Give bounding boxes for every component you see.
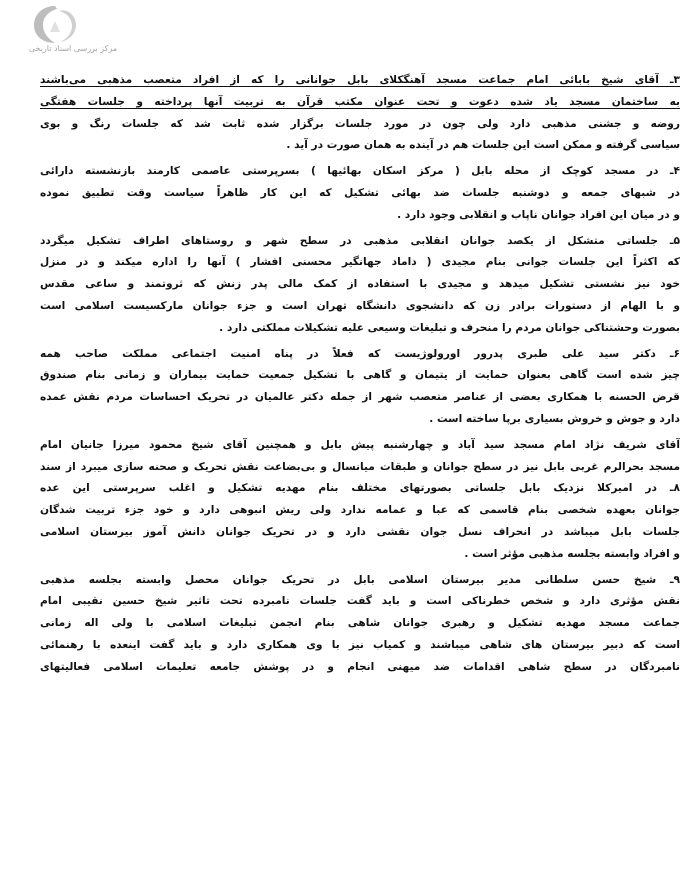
- document-line: آقای شریف نژاد امام مسجد سید آباد و چهارشنبه پیش بابل و همچنین آقای شیخ محمود میرزا جانیان امام: [40, 438, 680, 451]
- archive-logo-icon: [30, 2, 80, 46]
- document-line: در شبهای جمعه و دوشنبه جلسات ضد بهائی تشکیل که این کار ظاهراً سیاست وقت تطبیق نموده: [40, 186, 680, 199]
- document-line: جماعت مسجد مهدیه تشکیل و رهبری جوانان شاهی بنام انجمن تبلیغات اسلامی با ولی اله زمانی: [40, 617, 680, 630]
- document-line: به ساختمان مسجد یاد شده دعوت و تحت عنوان مکتب قرآن به تربیت آنها پرداخته و جلسات هفتگی: [40, 95, 680, 108]
- document-line: دارد و جوش و خروش بسیاری برپا ساخته است .: [429, 412, 680, 425]
- document-line: ۵ـ جلساتی متشکل از یکصد جوانان انقلابی مذهبی در سطح شهر و روستاهای اطراف تشکیل میگردد: [40, 234, 680, 247]
- document-line: جلسات بابل میباشد در انحراف نسل جوان نقشی دارد و در تحریک جوانان دانش آموز بیرستان اسلامی: [40, 525, 680, 538]
- document-line: ۴ـ در مسجد کوچک از محله بابل ( مرکز اسکان بهائیها ) بسرپرستی عاصمی کارمند بازنشسته دارائی: [40, 165, 680, 178]
- document-line: روضه و جشنی مذهبی دارد ولی چون در مورد جلسات برگزار شده ثابت شد که جلسات رنگ و بوی: [40, 117, 680, 130]
- document-line: جوانان بعهده شخصی بنام قاسمی که عبا و عمامه ندارد ولی ریش انبوهی دارد و خود جزء تربیت شدگان: [40, 504, 680, 517]
- watermark-text: مرکز بررسی اسناد تاریخی: [28, 44, 118, 53]
- document-line: و افراد وابسته بجلسه مذهبی مؤثر است .: [464, 547, 680, 560]
- document-line: ۶ـ دکتر سید علی طبری پدرور اورولوژیست که فعلاً در پناه امنیت اجتماعی مملکت صاحب همه: [40, 347, 680, 360]
- document-line: نامبردگان در سطح شاهی اقدامات ضد میهنی انجام و در پوشش جامعه تعلیمات اسلامی فعالیتهای: [40, 660, 680, 673]
- document-line: مسجد بحرالرم غربی بابل نیز در سطح جوانان و طبقات میانسال و بی‌بضاعت نقش تحریک و صحنه سازی میبرد از سند: [40, 460, 680, 473]
- document-line: نقش مؤثری دارد و شخص خطرناکی است و باید گفت جلسات نامبرده تحت تاثیر شیخ حسین نقیبی امام: [40, 595, 680, 608]
- document-line: قرض الحسنه با همکاری بعضی از عناصر متعصب شهر از جمله دکتر عالمیان در تحریک احساسات مردم نقش عمده: [40, 391, 680, 404]
- document-line: ۸ـ در امیرکلا نزدیک بابل جلساتی بصورتهای مختلف بنام مهدیه تشکیل و اغلب سرپرستی این عده: [40, 482, 680, 495]
- document-line: است که دبیر بیرستان های شاهی میباشند و کمیاب نیز با وی همکاری دارد و باید گفت اینعده با رهنمائی: [40, 638, 680, 651]
- document-line: چیز شده است گاهی بعنوان حمایت از یتیمان و گاهی با تشکیل جمعیت حمایت بیماران و زمانی بنام صندوق: [40, 369, 680, 382]
- document-line: و با الهام از دستورات برادر زن که دانشجوی دانشگاه تهران است و جزء جوانان مارکسیست اسلامی است: [40, 299, 680, 312]
- archive-watermark: [8, 2, 128, 66]
- document-line: خود نیز نشستی تشکیل میدهد و مجیدی با استفاده از کمک مالی پدر زنش که ثروتمند و ساعی مقدس: [40, 278, 680, 291]
- document-line: و در میان این افراد جوانان ناپاب و انقلابی وجود دارد .: [397, 208, 680, 221]
- document-line: ۳ـ آقای شیخ بابائی امام جماعت مسجد آهنگکلای بابل جوانانی را که از افراد متعصب مذهبی می‌باشند: [40, 74, 680, 86]
- document-line: که اکثراً این جلسات جوانی بنام مجیدی ( داماد جهانگیر محسنی افشار ) آنها را اداره میکند و در منزل: [40, 256, 680, 269]
- document-line: بصورت وحشتناکی جوانان مردم را منحرف و تبلیغات وسیعی علیه تشکیلات مملکتی دارد .: [219, 321, 680, 334]
- document-line: سیاسی گرفته و ممکن است این جلسات هم در آینده به همان صورت در آید .: [286, 139, 680, 152]
- document-body: [40, 70, 680, 679]
- document-line: ۹ـ شیخ حسن سلطانی مدیر بیرستان اسلامی بابل در تحریک جوانان محصل وابسته بجلسه مذهبی: [40, 573, 680, 586]
